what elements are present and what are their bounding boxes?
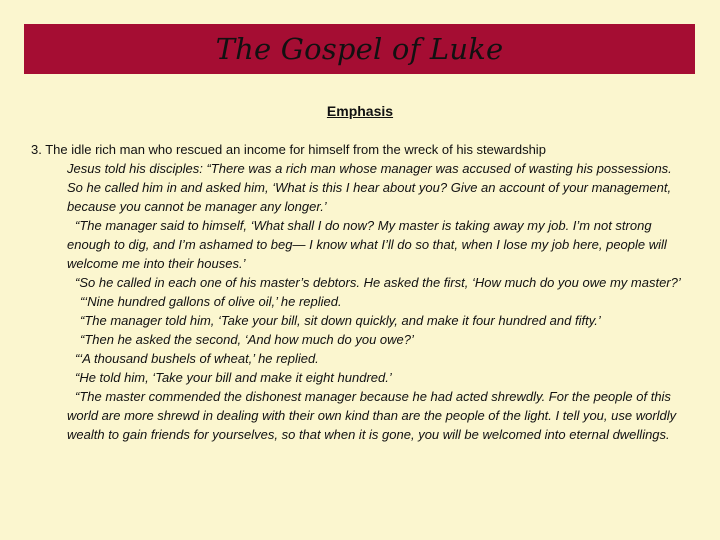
slide-title: The Gospel of Luke	[215, 32, 504, 66]
passage-paragraph: “Then he asked the second, ‘And how much do you owe?’	[80, 332, 414, 347]
point-heading: 3. The idle rich man who rescued an income for himself from the wreck of his stewardship	[31, 142, 546, 157]
title-banner	[24, 24, 695, 74]
passage-paragraph: Jesus told his disciples: “There was a rich man whose manager was accused of wasting his possessions. So he called him in and asked him, ‘What is this I hear about you? Give an account of your management, because you cannot be manager any longer.’	[67, 161, 672, 214]
passage-paragraph: “The manager told him, ‘Take your bill, sit down quickly, and make it four hundred and fifty.’	[80, 313, 601, 328]
passage-paragraph: “The manager said to himself, ‘What shall I do now? My master is taking away my job. I’m not strong enough to dig, and I’m ashamed to beg— I know what I’ll do so that, when I lose my job here, people will welcome me into their houses.’	[67, 218, 667, 271]
passage-paragraph: “The master commended the dishonest manager because he had acted shrewdly. For the people of this world are more shrewd in dealing with their own kind than are the people of the light. I tell you, use worldly wealth to gain friends for yourselves, so that when it is gone, you will be welcomed into eternal dwellings.	[67, 389, 677, 442]
scripture-passage	[67, 159, 691, 444]
section-subtitle: Emphasis	[326, 103, 394, 119]
passage-paragraph: “So he called in each one of his master’s debtors. He asked the first, ‘How much do you owe my master?’	[75, 275, 681, 290]
passage-paragraph: “He told him, ‘Take your bill and make it eight hundred.’	[75, 370, 392, 385]
slide-content	[31, 140, 691, 444]
passage-paragraph: “‘Nine hundred gallons of olive oil,’ he replied.	[80, 294, 342, 309]
passage-paragraph: “‘A thousand bushels of wheat,’ he replied.	[75, 351, 319, 366]
